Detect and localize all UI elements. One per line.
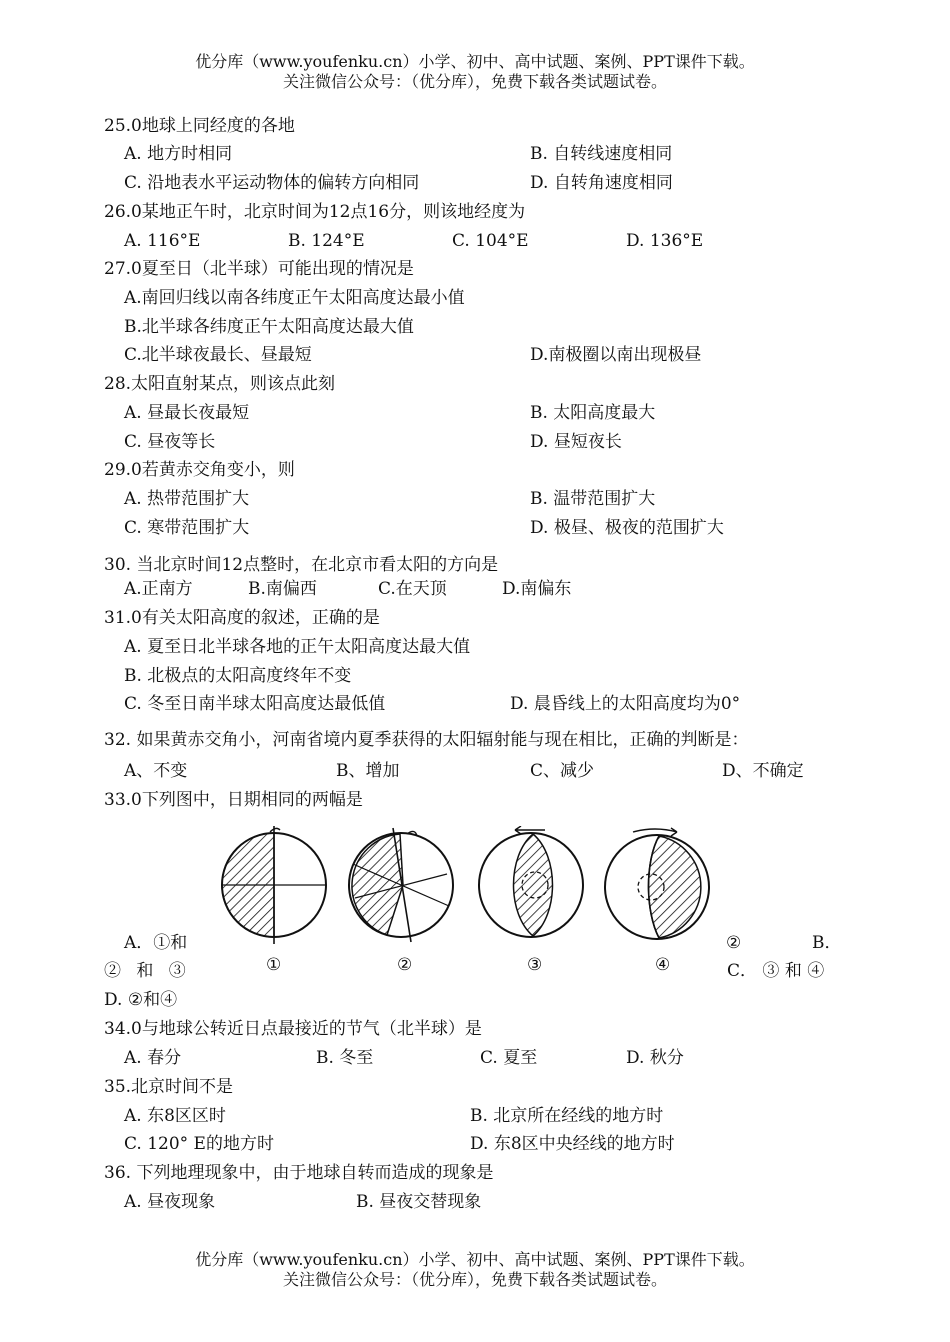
q32-option-a: A、不变: [124, 761, 188, 781]
q33-stem: 33.0下列图中，日期相同的两幅是: [104, 790, 363, 810]
q25-option-c: C. 沿地表水平运动物体的偏转方向相同: [124, 173, 420, 193]
q26-option-a: A. 116°E: [124, 231, 201, 251]
q29-option-d: D. 极昼、极夜的范围扩大: [530, 518, 724, 538]
globe-3: [479, 826, 583, 937]
q26-stem: 26.0某地正午时，北京时间为12点16分，则该地经度为: [104, 202, 526, 222]
q33-option-a-part1: A．①和: [124, 933, 188, 953]
q27-stem: 27.0夏至日（北半球）可能出现的情况是: [104, 259, 414, 279]
q29-option-a: A. 热带范围扩大: [124, 489, 250, 509]
q33-option-d: D. ②和④: [104, 990, 178, 1010]
q29-option-b: B. 温带范围扩大: [530, 489, 656, 509]
q30-option-d: D.南偏东: [502, 579, 572, 599]
footer-line-2: 关注微信公众号：（优分库），免费下载各类试题试卷。: [282, 1270, 667, 1289]
q35-option-b: B. 北京所在经线的地方时: [470, 1106, 664, 1126]
q28-option-d: D. 昼短夜长: [530, 432, 622, 452]
caption-1: ①: [266, 955, 282, 975]
q32-option-d: D、不确定: [722, 761, 804, 781]
q25-stem: 25.0地球上同经度的各地: [104, 116, 295, 136]
q29-stem: 29.0若黄赤交角变小，则: [104, 460, 295, 480]
q30-option-c: C.在天顶: [378, 579, 447, 599]
q33-option-a-part2: ②: [726, 933, 742, 953]
q28-option-a: A. 昼最长夜最短: [124, 403, 250, 423]
footer-line-1: 优分库（www.youfenku.cn）小学、初中、高中试题、案例、PPT课件下载。: [195, 1250, 755, 1269]
q34-stem: 34.0与地球公转近日点最接近的节气（北半球）是: [104, 1019, 482, 1039]
caption-2: ②: [397, 955, 413, 975]
q25-option-d: D. 自转角速度相同: [530, 173, 673, 193]
caption-4: ④: [655, 955, 671, 975]
q36-stem: 36. 下列地理现象中，由于地球自转而造成的现象是: [104, 1163, 494, 1183]
q34-option-b: B. 冬至: [316, 1048, 374, 1068]
q30-option-a: A.正南方: [124, 579, 193, 599]
q35-option-d: D. 东8区中央经线的地方时: [470, 1134, 675, 1154]
q31-stem: 31.0有关太阳高度的叙述，正确的是: [104, 608, 380, 628]
q36-option-b: B. 昼夜交替现象: [356, 1192, 482, 1212]
q33-figure: [215, 826, 715, 946]
q33-option-c: C． ③ 和 ④: [727, 961, 825, 981]
q28-stem: 28.太阳直射某点，则该点此刻: [104, 374, 336, 394]
q28-option-b: B. 太阳高度最大: [530, 403, 656, 423]
globe-1: [222, 826, 326, 944]
q30-option-b: B.南偏西: [248, 579, 317, 599]
globe-4: [605, 828, 709, 939]
q31-option-c: C. 冬至日南半球太阳高度达最低值: [124, 694, 386, 714]
q31-option-a: A. 夏至日北半球各地的正午太阳高度达最大值: [124, 637, 471, 657]
q28-option-c: C. 昼夜等长: [124, 432, 216, 452]
q27-option-b: B.北半球各纬度正午太阳高度达最大值: [124, 317, 414, 337]
q34-option-c: C. 夏至: [480, 1048, 538, 1068]
q31-option-b: B. 北极点的太阳高度终年不变: [124, 666, 352, 686]
q34-option-d: D. 秋分: [626, 1048, 684, 1068]
q27-option-d: D.南极圈以南出现极昼: [530, 345, 702, 365]
rotation-arrow-icon: [270, 828, 280, 832]
q34-option-a: A. 春分: [124, 1048, 182, 1068]
q26-option-c: C. 104°E: [452, 231, 529, 251]
header-line-1: 优分库（www.youfenku.cn）小学、初中、高中试题、案例、PPT课件下载。: [195, 52, 755, 71]
q26-option-b: B. 124°E: [288, 231, 365, 251]
q32-option-c: C、减少: [530, 761, 595, 781]
q33-option-b-part2: ② 和 ③: [104, 961, 186, 981]
q36-option-a: A. 昼夜现象: [124, 1192, 216, 1212]
q29-option-c: C. 寒带范围扩大: [124, 518, 250, 538]
globe-2: [349, 828, 453, 942]
q25-option-a: A. 地方时相同: [124, 144, 233, 164]
q31-option-d: D. 晨昏线上的太阳高度均为0°: [510, 694, 741, 714]
q27-option-a: A.南回归线以南各纬度正午太阳高度达最小值: [124, 288, 465, 308]
q32-stem: 32. 如果黄赤交角小，河南省境内夏季获得的太阳辐射能与现在相比，正确的判断是：: [104, 730, 749, 750]
q26-option-d: D. 136°E: [626, 231, 704, 251]
q35-stem: 35.北京时间不是: [104, 1077, 234, 1097]
header-line-2: 关注微信公众号：（优分库），免费下载各类试题试卷。: [282, 72, 667, 91]
q30-stem: 30. 当北京时间12点整时，在北京市看太阳的方向是: [104, 555, 499, 575]
q35-option-a: A. 东8区区时: [124, 1106, 226, 1126]
caption-3: ③: [527, 955, 543, 975]
q27-option-c: C.北半球夜最长、昼最短: [124, 345, 312, 365]
q33-option-b-part1: B．: [812, 933, 842, 953]
q35-option-c: C. 120° E的地方时: [124, 1134, 274, 1154]
q25-option-b: B. 自转线速度相同: [530, 144, 673, 164]
q32-option-b: B、增加: [336, 761, 400, 781]
